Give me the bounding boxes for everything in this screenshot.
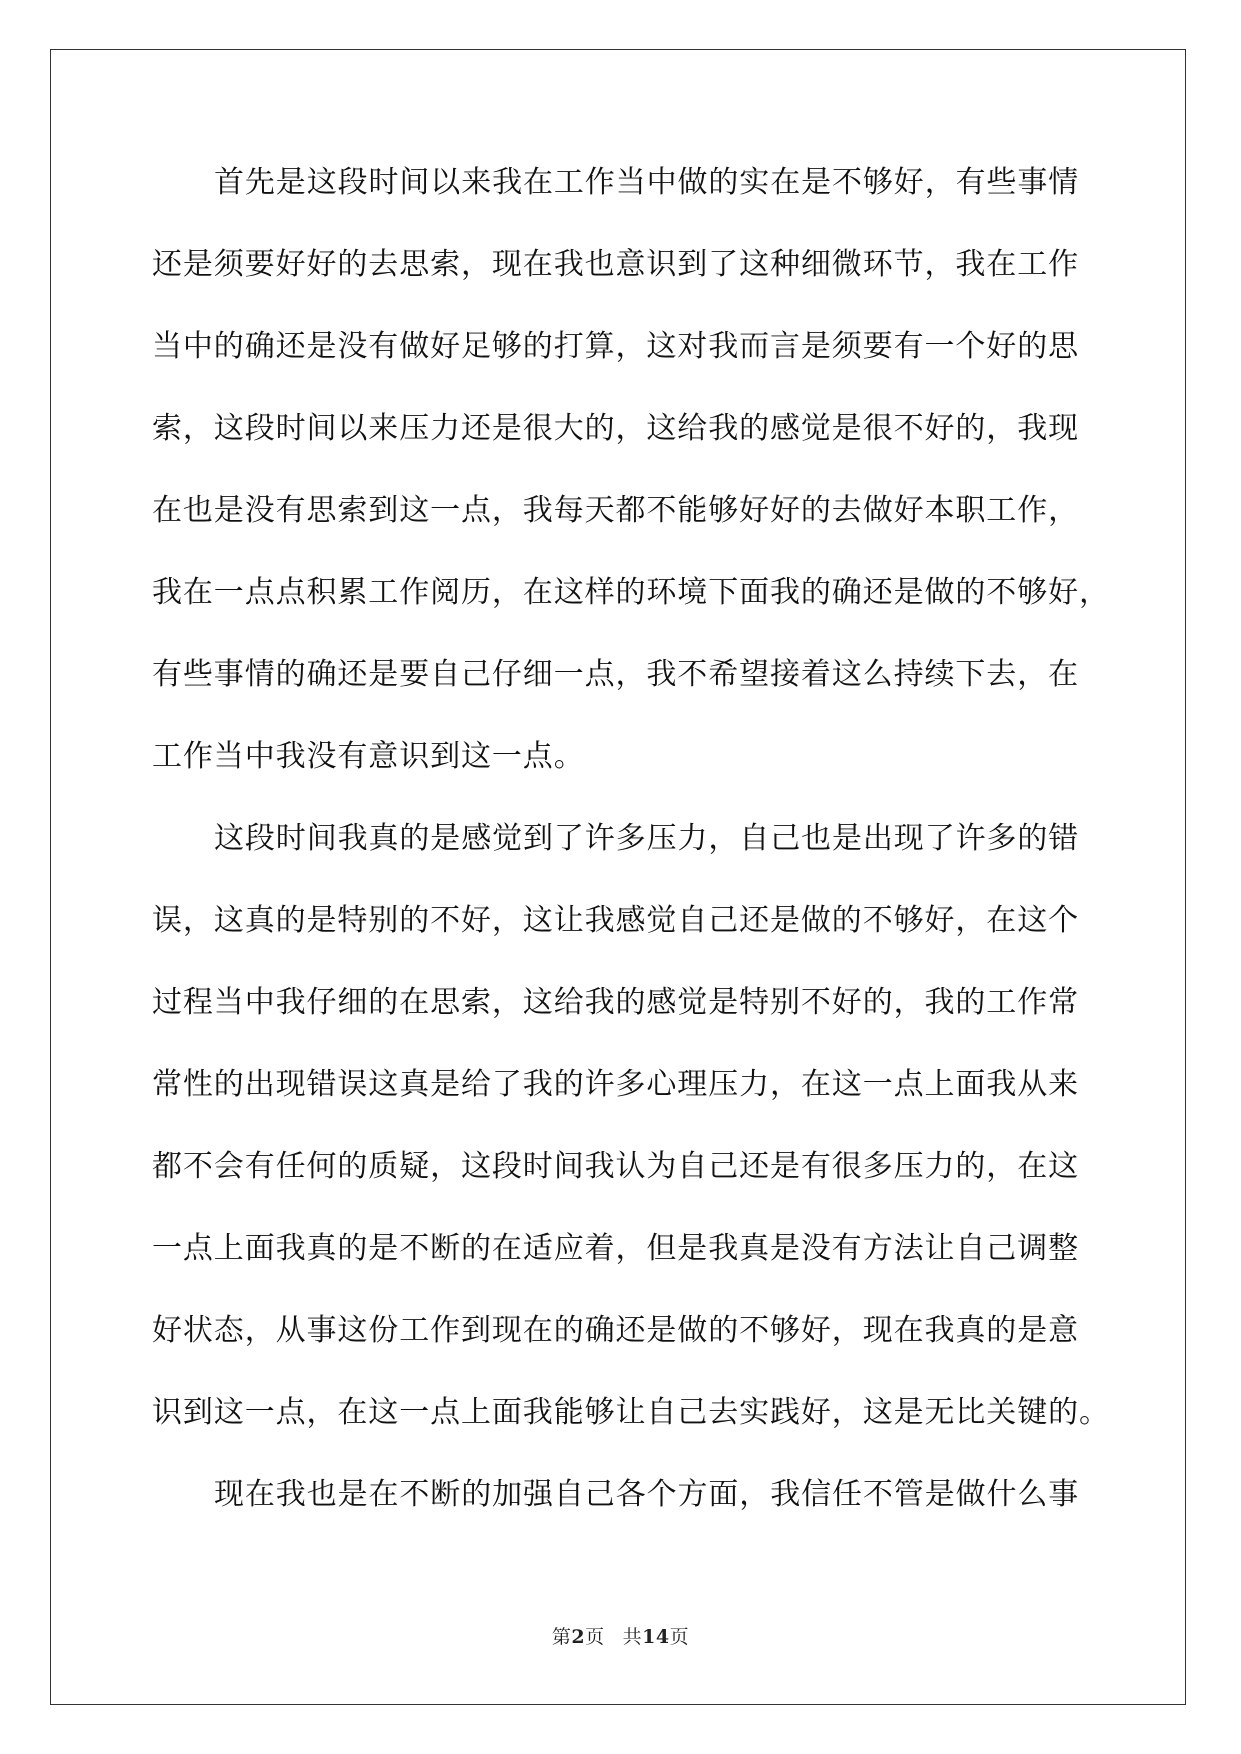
text-line: 一点上面我真的是不断的在适应着，但是我真是没有方法让自己调整 <box>152 1231 1079 1266</box>
page-number: 2 <box>571 1626 586 1648</box>
text-line: 好状态，从事这份工作到现在的确还是做的不够好，现在我真的是意 <box>152 1313 1079 1348</box>
paragraph-2 <box>152 813 1110 1469</box>
text-line: 这段时间我真的是感觉到了许多压力，自己也是出现了许多的错 <box>214 821 1080 856</box>
text-line: 现在我也是在不断的加强自己各个方面，我信任不管是做什么事 <box>214 1477 1080 1512</box>
text-line: 在也是没有思索到这一点，我每天都不能够好好的去做好本职工作， <box>152 493 1079 528</box>
text-line: 有些事情的确还是要自己仔细一点，我不希望接着这么持续下去，在 <box>152 657 1079 692</box>
text-line: 识到这一点，在这一点上面我能够让自己去实践好，这是无比关键的。 <box>152 1395 1110 1430</box>
page-footer <box>0 1622 1241 1649</box>
text-line: 常性的出现错误这真是给了我的许多心理压力，在这一点上面我从来 <box>152 1067 1079 1102</box>
paragraph-1 <box>152 157 1110 813</box>
text-line: 索，这段时间以来压力还是很大的，这给我的感觉是很不好的，我现 <box>152 411 1079 446</box>
text-line: 过程当中我仔细的在思索，这给我的感觉是特别不好的，我的工作常 <box>152 985 1079 1020</box>
text-line: 还是须要好好的去思索，现在我也意识到了这种细微环节，我在工作 <box>152 247 1079 282</box>
page-suffix: 页 <box>585 1626 605 1648</box>
document-body <box>152 157 1110 1551</box>
text-line: 我在一点点积累工作阅历，在这样的环境下面我的确还是做的不够好， <box>152 575 1110 610</box>
total-suffix: 页 <box>669 1626 690 1648</box>
text-line: 当中的确还是没有做好足够的打算，这对我而言是须要有一个好的思 <box>152 329 1079 364</box>
paragraph-3 <box>152 1469 1094 1551</box>
total-prefix: 共 <box>622 1626 643 1648</box>
text-line: 都不会有任何的质疑，这段时间我认为自己还是有很多压力的，在这 <box>152 1149 1079 1184</box>
text-line: 误，这真的是特别的不好，这让我感觉自己还是做的不够好，在这个 <box>152 903 1079 938</box>
page-prefix: 第 <box>551 1626 572 1648</box>
text-line: 工作当中我没有意识到这一点。 <box>152 739 585 774</box>
text-line: 首先是这段时间以来我在工作当中做的实在是不够好，有些事情 <box>214 165 1080 200</box>
total-pages: 14 <box>642 1626 670 1648</box>
